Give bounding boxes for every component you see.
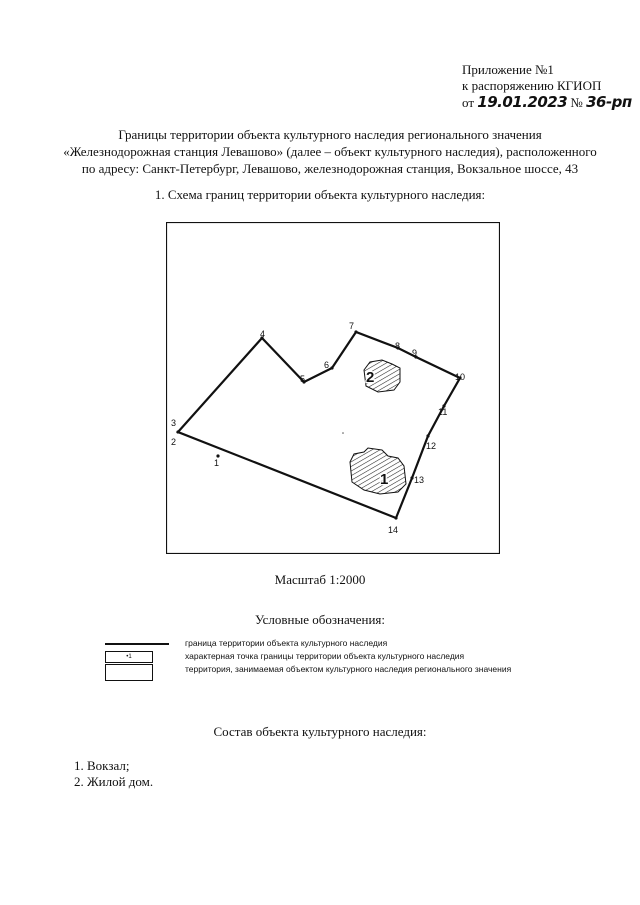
point-label-11: 11 — [438, 407, 448, 417]
legend-area-sample — [105, 664, 153, 681]
point-label-12: 12 — [426, 441, 437, 451]
appendix-number: 36-рп — [586, 93, 632, 111]
legend-item-boundary: граница территории объекта культурного наследия — [185, 638, 388, 648]
point-label-1: 1 — [214, 458, 220, 468]
point-label-5: 5 — [300, 374, 306, 384]
legend-item-point: характерная точка границы территории объекта культурного наследия — [185, 651, 465, 661]
appendix-date: 19.01.2023 — [477, 93, 568, 111]
building-label-2: 2 — [366, 369, 375, 386]
scheme-layer — [171, 321, 465, 535]
point-label-13: 13 — [414, 475, 425, 485]
appendix-title: Приложение №1 — [462, 62, 554, 77]
boundary-scheme — [166, 222, 500, 554]
boundary-point — [354, 330, 357, 333]
appendix-block — [462, 62, 632, 111]
legend-line-sample — [105, 643, 169, 645]
composition-list — [74, 758, 153, 790]
scale-label: Масштаб 1:2000 — [274, 572, 366, 587]
scheme-heading: 1. Схема границ территории объекта культурного наследия: — [154, 187, 486, 202]
map-dot — [342, 432, 344, 434]
boundary-point — [330, 366, 333, 369]
list-item: 2. Жилой дом. — [74, 774, 154, 789]
legend-point-sample: •1 — [105, 651, 153, 663]
legend-item-territory: территория, занимаемая объектом культурного наследия регионального значения — [185, 664, 512, 674]
point-label-7: 7 — [349, 321, 355, 331]
appendix-order: к распоряжению КГИОП — [462, 78, 602, 93]
building-1 — [350, 448, 406, 494]
appendix-date-line: от 19.01.2023 № 36-рп — [462, 93, 632, 111]
document-title: Границы территории объекта культурного наследия регионального значения «Железнодорожная станция Левашово» (далее – объект культурного наследия), расположенного по адресу: Санкт-Петербург, Левашово, железнодорожная станция, Вокзальное шоссе, 43 — [63, 127, 597, 176]
point-label-4: 4 — [260, 329, 266, 339]
boundary-point — [394, 516, 397, 519]
point-label-6: 6 — [324, 360, 330, 370]
boundary-point — [176, 430, 179, 433]
point-label-3: 3 — [171, 418, 177, 428]
building-label-1: 1 — [380, 471, 389, 488]
boundary-point — [426, 434, 429, 437]
point-label-10: 10 — [455, 372, 466, 382]
list-item: 1. Вокзал; — [74, 758, 130, 773]
territory-boundary — [178, 332, 460, 518]
legend-heading: Условные обозначения: — [254, 612, 386, 627]
legend — [105, 637, 605, 687]
point-label-2: 2 — [171, 437, 177, 447]
point-label-8: 8 — [395, 341, 401, 351]
point-label-9: 9 — [412, 348, 418, 358]
composition-heading: Состав объекта культурного наследия: — [213, 724, 427, 739]
point-label-14: 14 — [388, 525, 399, 535]
